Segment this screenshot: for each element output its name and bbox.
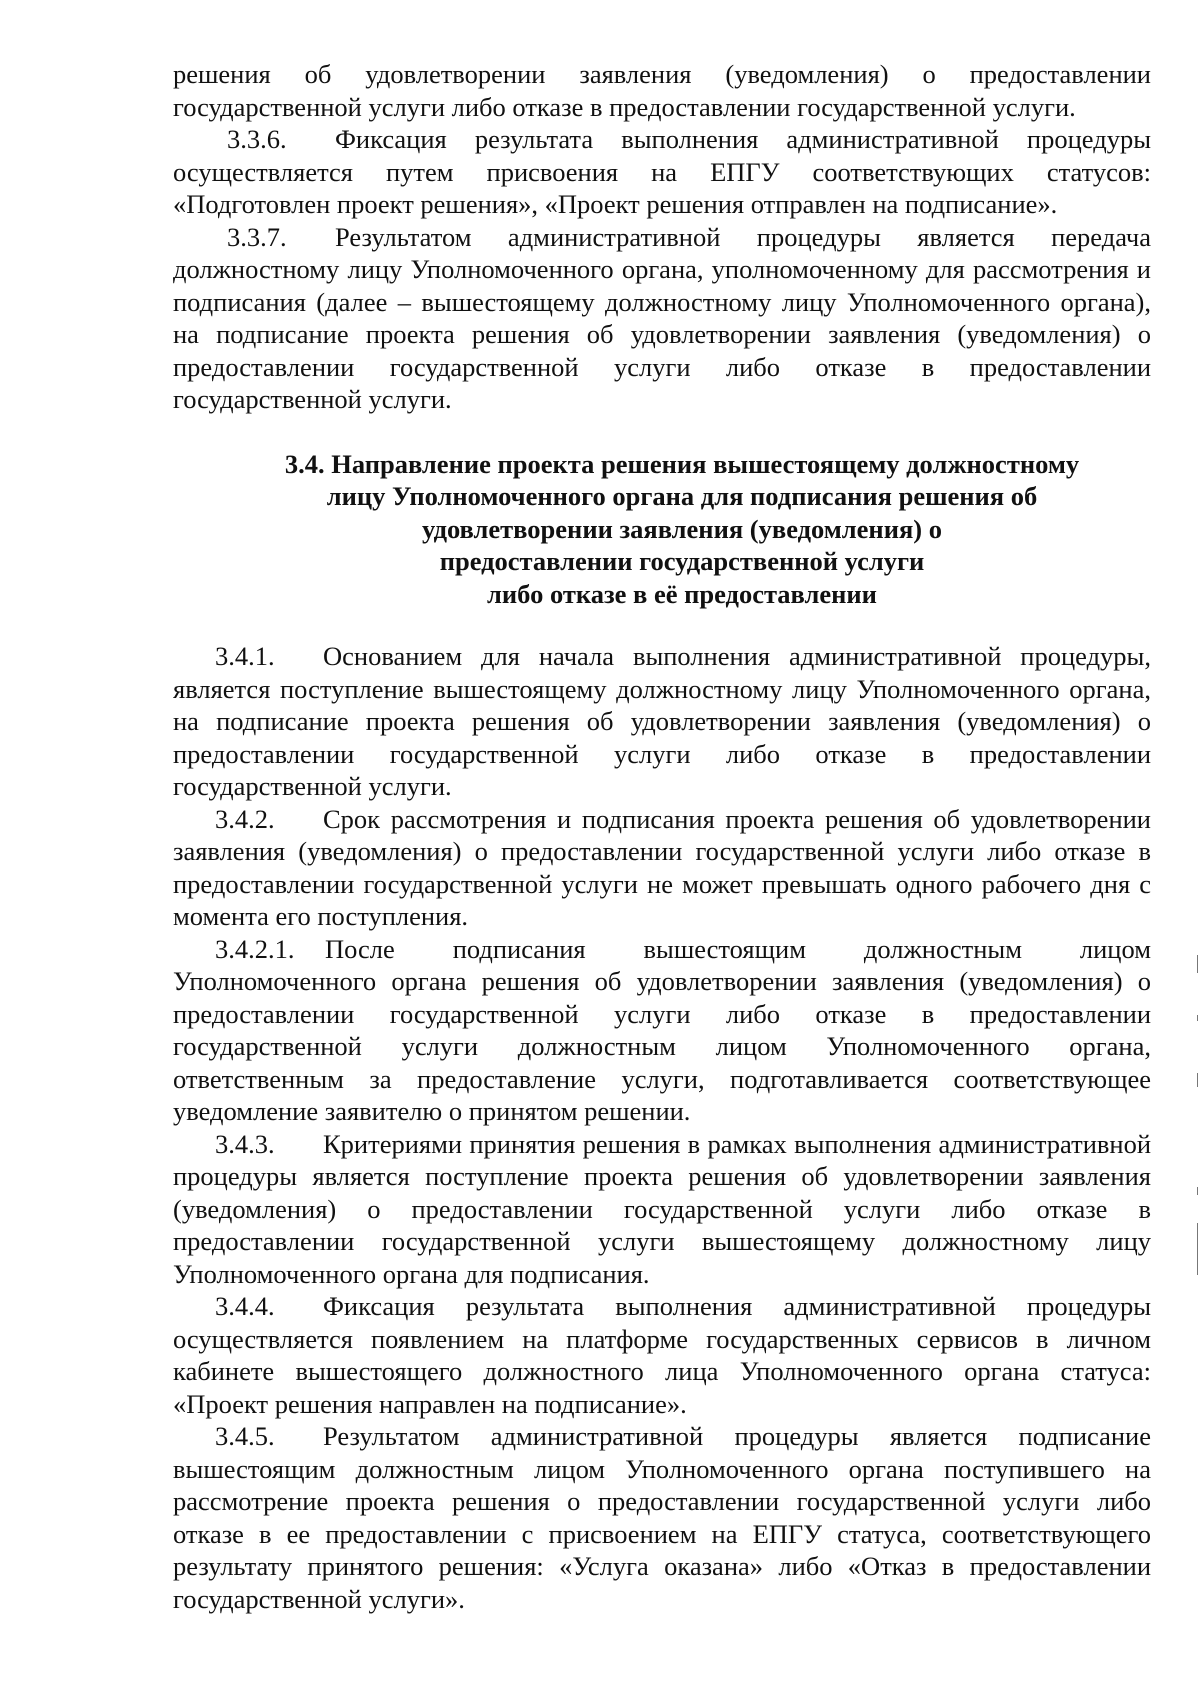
paragraph-continuation [173,58,1151,123]
heading-line: предоставлении государственной услуги [439,546,925,576]
paragraph-number: 3.3.7. [227,221,287,252]
paragraph-number: 3.3.6. [227,124,287,154]
paragraph-text: Фиксация результата выполнения административной процедуры осуществляется путем присвоения на ЕПГУ соответствующих статусов: «Подготовлен проект решения», «Проект решения отправлен на подписание». [173,124,1151,219]
paragraph-3-4-1 [173,640,1151,803]
heading-line: удовлетворении заявления (уведомления) о [421,513,943,544]
section-heading-3-4 [173,448,1151,611]
paragraph-3-4-3 [173,1128,1151,1291]
paragraph-number: 3.4.4. [215,1291,275,1321]
document-page [173,58,1151,1615]
paragraph-text: Результатом административной процедуры является передача должностному лицу Уполномоченного органа, уполномоченному для рассмотрения и подписания (далее – вышестоящему должностному лицу Уполномоченного органа), на подписание проекта решения об удовлетворении заявления (уведомления) о предоставлении государственной услуги либо отказе в предоставлении государственной услуги. [173,221,1151,414]
paragraph-text: Критериями принятия решения в рамках выполнения административной процедуры является поступление проекта решения об удовлетворении заявления (уведомления) о предоставлении государственной услуги либо отказе в предоставлении государственной услуги вышестоящему должностному лицу Уполномоченного органа для подписания. [173,1128,1151,1289]
paragraph-3-4-2 [173,803,1151,933]
paragraph-text: решения об удовлетворении заявления (уведомления) о предоставлении государственной услуги либо отказе в предоставлении государственной услуги. [173,59,1151,122]
paragraph-3-4-4 [173,1290,1151,1420]
paragraph-text: После подписания вышестоящим должностным лицом Уполномоченного органа решения об удовлетворении заявления (уведомления) о предоставлении государственной услуги либо отказе в предоставлении государственной услуги должностным лицом Уполномоченного органа, ответственным за предоставление услуги, подготавливается соответствующее уведомление заявителю о принятом решении. [173,933,1151,1126]
paragraph-number: 3.4.2. [215,803,275,834]
paragraph-text: Срок рассмотрения и подписания проекта решения об удовлетворении заявления (уведомления) о предоставлении государственной услуги либо отказе в предоставлении государственной услуги не может превышать одного рабочего дня с момента его поступления. [173,803,1151,931]
paragraph-text: Основанием для начала выполнения административной процедуры, является поступление вышестоящему должностному лицу Уполномоченного органа, на подписание проекта решения об удовлетворении заявления (уведомления) о предоставлении государственной услуги либо отказе в предоставлении государственной услуги. [173,641,1151,801]
paragraph-number: 3.4.1. [215,641,275,671]
heading-line: 3.4. Направление проекта решения вышестоящему должностному [284,448,1080,479]
paragraph-text: Результатом административной процедуры является подписание вышестоящим должностным лицом Уполномоченного органа поступившего на рассмотрение проекта решения о предоставлении государственной услуги либо отказе в ее предоставлении с присвоением на ЕПГУ статуса, соответствующего результату принятого решения: «Услуга оказана» либо «Отказ в предоставлении государственной услуги». [173,1421,1151,1614]
heading-line: лицу Уполномоченного органа для подписания решения об [326,481,1038,511]
paragraph-3-4-5 [173,1420,1151,1615]
scan-margin-marks [1194,955,1200,1275]
paragraph-text: Фиксация результата выполнения административной процедуры осуществляется появлением на платформе государственных сервисов в личном кабинете вышестоящего должностного лица Уполномоченного органа статуса: «Проект решения направлен на подписание». [173,1291,1151,1419]
paragraph-number: 3.4.2.1. [215,933,295,964]
paragraph-number: 3.4.5. [215,1421,275,1451]
paragraph-number: 3.4.3. [215,1128,275,1159]
heading-line: либо отказе в её предоставлении [487,578,877,609]
paragraph-3-3-7 [173,221,1151,416]
paragraph-3-3-6 [173,123,1151,221]
paragraph-3-4-2-1 [173,933,1151,1128]
